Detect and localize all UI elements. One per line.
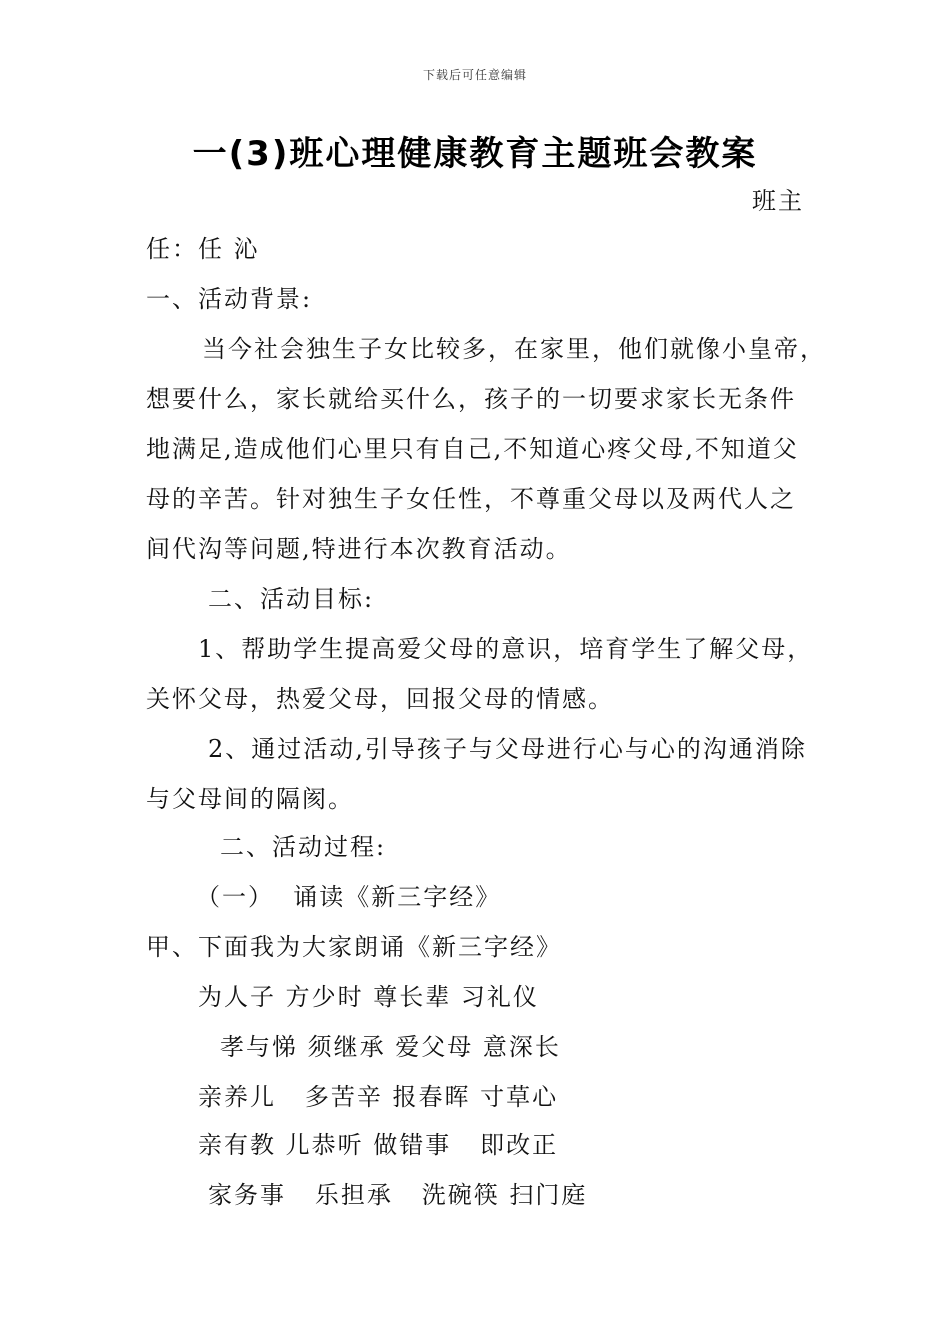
goal-1-line: 1、帮助学生提高爱父母的意识，培育学生了解父母， bbox=[198, 635, 814, 663]
verse-line: 亲养儿 多苦辛 报春晖 寸草心 bbox=[198, 1083, 559, 1111]
goal-2-line: 与父母间的隔阂。 bbox=[146, 785, 354, 813]
author-line-2: 任：任 沁 bbox=[146, 235, 260, 263]
background-paragraph-line: 地满足,造成他们心里只有自己,不知道心疼父母,不知道父 bbox=[146, 435, 799, 463]
recite-intro: 甲、下面我为大家朗诵《新三字经》 bbox=[146, 933, 562, 961]
background-paragraph-line: 间代沟等问题,特进行本次教育活动。 bbox=[146, 535, 572, 563]
section-heading-background: 一、活动背景: bbox=[146, 285, 313, 313]
goal-1-line: 关怀父母，热爱父母，回报父母的情感。 bbox=[146, 685, 614, 713]
download-note: 下载后可任意编辑 bbox=[422, 68, 527, 82]
background-paragraph-line: 当今社会独生子女比较多，在家里，他们就像小皇帝， bbox=[202, 335, 826, 363]
section-heading-process: 二、活动过程: bbox=[220, 833, 387, 861]
goal-2-line: 2、通过活动,引导孩子与父母进行心与心的沟通消除 bbox=[208, 735, 807, 763]
section-heading-goals: 二、活动目标: bbox=[208, 585, 375, 613]
verse-line: 家务事 乐担承 洗碗筷 扫门庭 bbox=[208, 1181, 588, 1209]
verse-line: 亲有教 儿恭听 做错事 即改正 bbox=[198, 1131, 559, 1159]
verse-line: 为人子 方少时 尊长辈 习礼仪 bbox=[198, 983, 539, 1011]
background-paragraph-line: 想要什么，家长就给买什么，孩子的一切要求家长无条件 bbox=[146, 385, 796, 413]
background-paragraph-line: 母的辛苦。针对独生子女任性，不尊重父母以及两代人之 bbox=[146, 485, 796, 513]
author-line-1: 班主 bbox=[752, 187, 804, 215]
document-title: 一(3)班心理健康教育主题班会教案 bbox=[192, 134, 758, 174]
subsection-heading: （一） 诵读《新三字经》 bbox=[196, 883, 502, 911]
verse-line: 孝与悌 须继承 爱父母 意深长 bbox=[220, 1033, 561, 1061]
